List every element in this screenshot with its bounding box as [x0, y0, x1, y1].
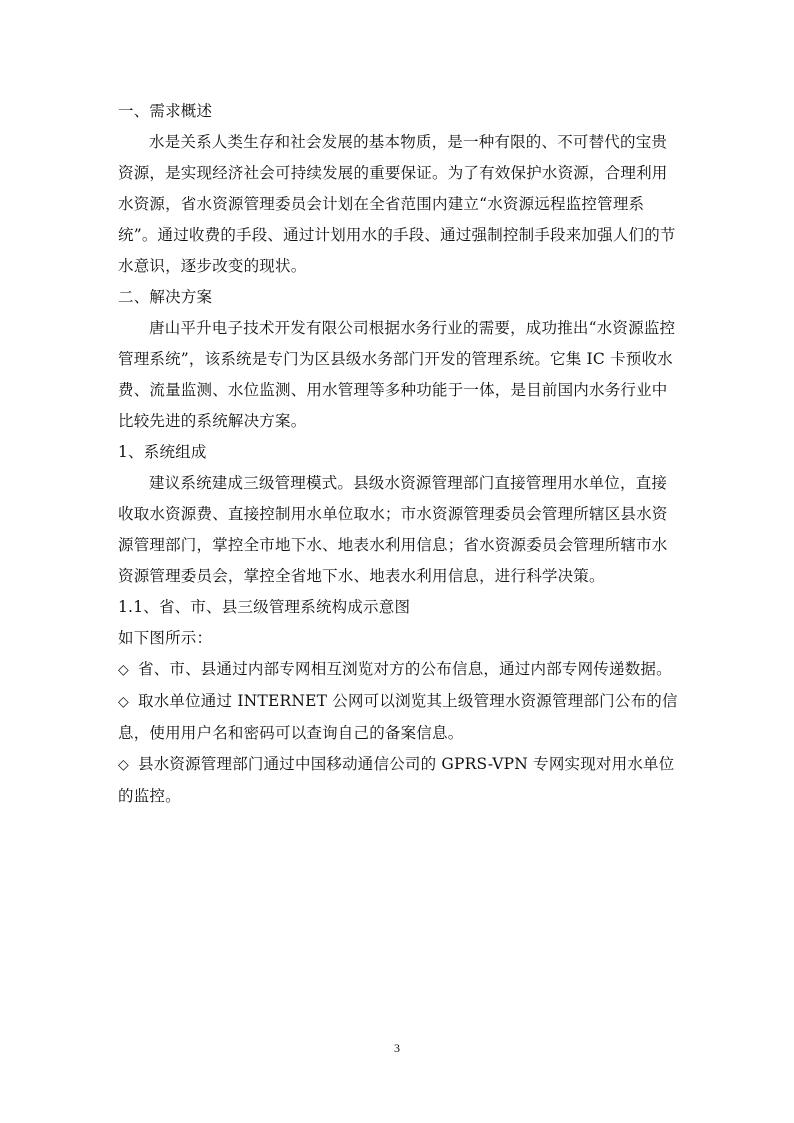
bullet-text: 省、市、县通过内部专网相互浏览对方的公布信息，通过内部专网传递数据。 — [138, 660, 672, 678]
bullet-item — [118, 749, 678, 812]
diamond-bullet-icon: ◇ — [118, 694, 129, 710]
diagram-intro: 如下图所示： — [118, 629, 213, 647]
section-heading-requirements: 一、需求概述 — [118, 102, 213, 120]
bullet-text: 取水单位通过 INTERNET 公网可以浏览其上级管理水资源管理部门公布的信息，使用用户名和密码可以查询自己的备案信息。 — [118, 692, 678, 742]
paragraph-system-composition: 建议系统建成三级管理模式。县级水资源管理部门直接管理用水单位，直接收取水资源费、直接控制用水单位取水；市水资源管理委员会管理所辖区县水资源管理部门，掌控全市地下水、地表水利用信息；省水资源委员会管理所辖市水资源管理委员会，掌控全省地下水、地表水利用信息，进行科学决策。 — [118, 474, 668, 585]
paragraph-requirements: 水是关系人类生存和社会发展的基本物质，是一种有限的、不可替代的宝贵资源，是实现经济社会可持续发展的重要保证。为了有效保护水资源，合理利用水资源，省水资源管理委员会计划在全省范围内建立“水资源远程监控管理系统”。通过收费的手段、通过计划用水的手段、通过强制控制手段来加强人们的节水意识，逐步改变的现状。 — [118, 133, 676, 275]
bullet-item — [118, 654, 678, 686]
page-number: 3 — [394, 1041, 400, 1055]
bullet-text: 县水资源管理部门通过中国移动通信公司的 GPRS-VPN 专网实现对用水单位的监控。 — [118, 755, 675, 805]
diamond-bullet-icon: ◇ — [118, 662, 129, 678]
document-body — [118, 96, 678, 812]
section-heading-diagram: 1.1、省、市、县三级管理系统构成示意图 — [118, 598, 411, 616]
section-heading-system-composition: 1、系统组成 — [118, 443, 207, 461]
diamond-bullet-icon: ◇ — [118, 757, 129, 773]
bullet-item — [118, 686, 678, 749]
paragraph-solution: 唐山平升电子技术开发有限公司根据水务行业的需要，成功推出“水资源监控管理系统”，该系统是专门为区县级水务部门开发的管理系统。它集 IC 卡预收水费、流量监测、水位监测、用水管理等多种功能于一体，是目前国内水务行业中比较先进的系统解决方案。 — [118, 319, 676, 430]
section-heading-solution: 二、解决方案 — [118, 288, 213, 306]
